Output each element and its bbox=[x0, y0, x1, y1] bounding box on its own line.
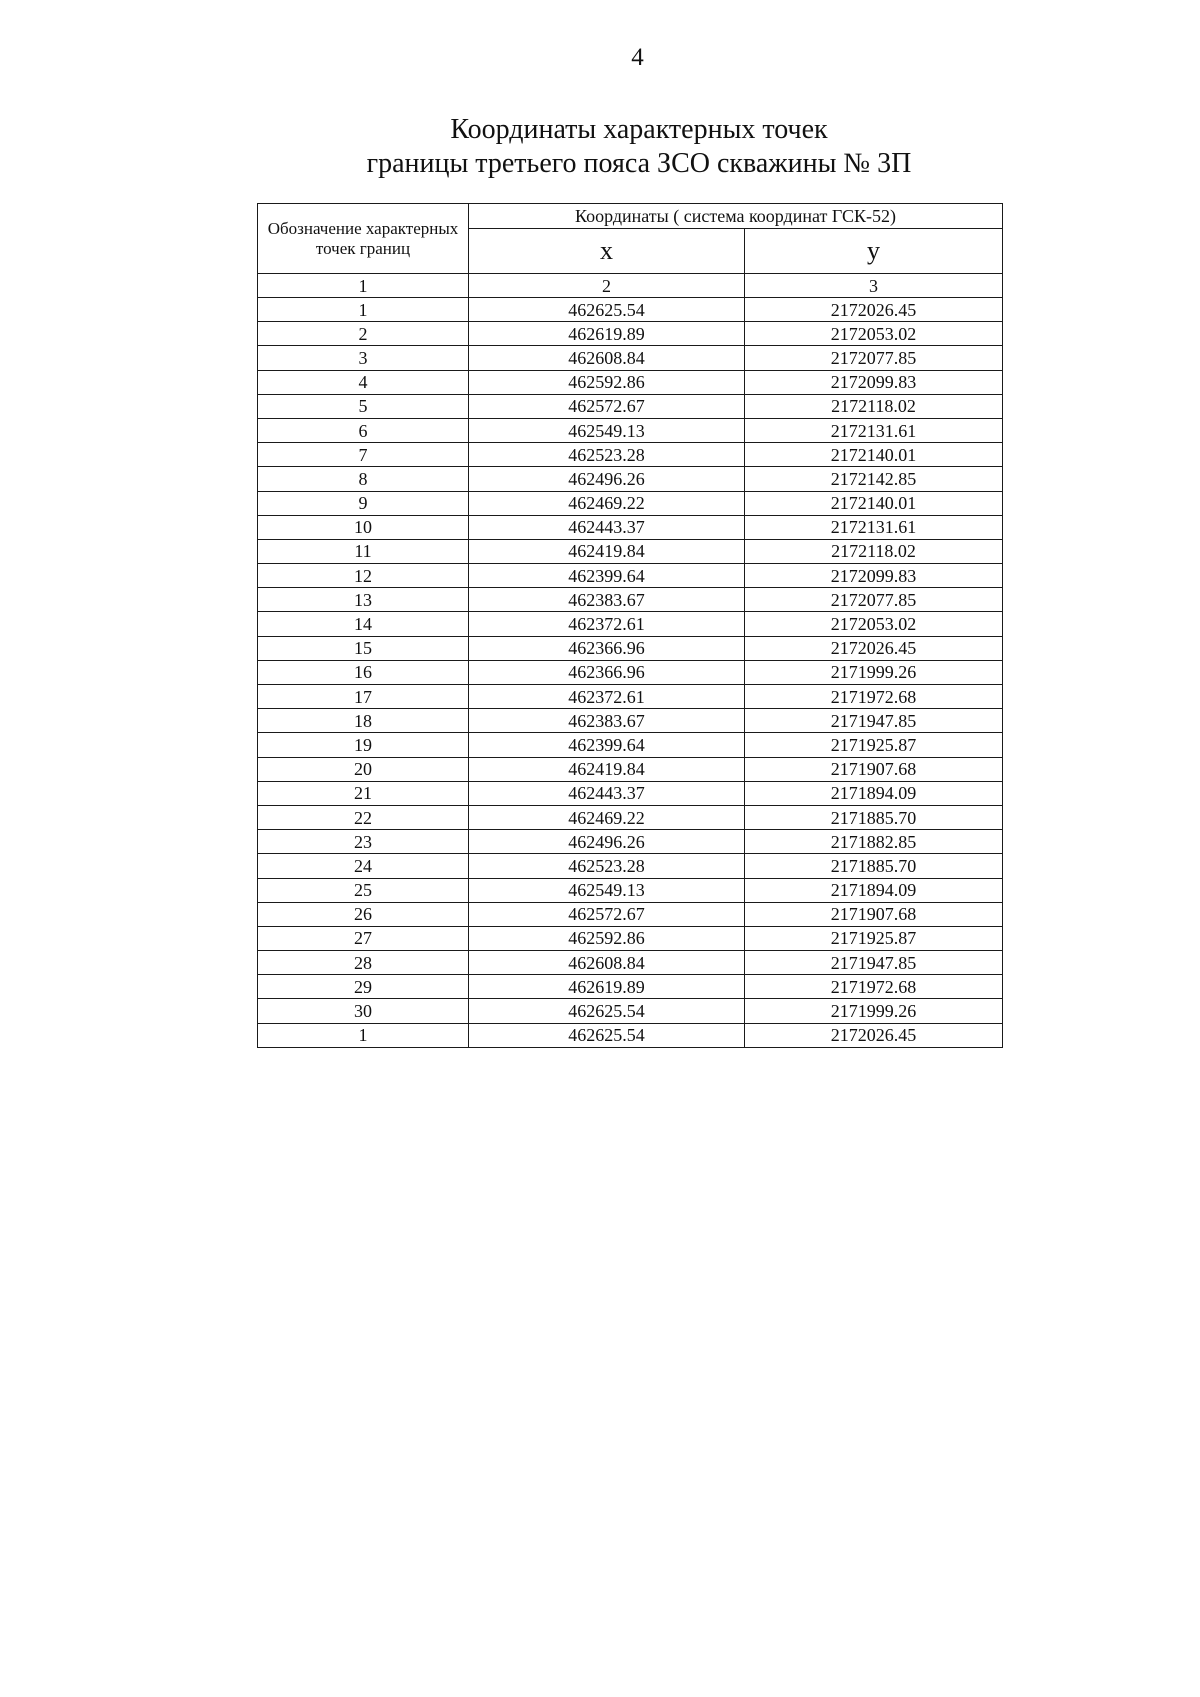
point-number-cell: 22 bbox=[258, 805, 469, 829]
y-coordinate-cell: 2172053.02 bbox=[745, 322, 1003, 346]
header-y: y bbox=[745, 229, 1003, 274]
y-coordinate-cell: 2171925.87 bbox=[745, 926, 1003, 950]
x-coordinate-cell: 462592.86 bbox=[469, 370, 745, 394]
table-row bbox=[258, 951, 1003, 975]
x-coordinate-cell: 462419.84 bbox=[469, 757, 745, 781]
x-coordinate-cell: 462625.54 bbox=[469, 999, 745, 1023]
column-numbers-row bbox=[258, 274, 1003, 298]
point-number-cell: 20 bbox=[258, 757, 469, 781]
y-coordinate-cell: 2172099.83 bbox=[745, 564, 1003, 588]
column-number: 2 bbox=[469, 274, 745, 298]
y-coordinate-cell: 2172118.02 bbox=[745, 539, 1003, 563]
x-coordinate-cell: 462592.86 bbox=[469, 926, 745, 950]
table-row bbox=[258, 394, 1003, 418]
x-coordinate-cell: 462496.26 bbox=[469, 830, 745, 854]
point-number-cell: 12 bbox=[258, 564, 469, 588]
y-coordinate-cell: 2172131.61 bbox=[745, 515, 1003, 539]
x-coordinate-cell: 462608.84 bbox=[469, 951, 745, 975]
header-designation: Обозначение характерных точек границ bbox=[258, 204, 469, 274]
x-coordinate-cell: 462619.89 bbox=[469, 322, 745, 346]
y-coordinate-cell: 2172142.85 bbox=[745, 467, 1003, 491]
y-coordinate-cell: 2172026.45 bbox=[745, 1023, 1003, 1047]
table-row bbox=[258, 999, 1003, 1023]
table-row bbox=[258, 660, 1003, 684]
table-row bbox=[258, 588, 1003, 612]
table-row bbox=[258, 685, 1003, 709]
x-coordinate-cell: 462443.37 bbox=[469, 515, 745, 539]
y-coordinate-cell: 2172077.85 bbox=[745, 588, 1003, 612]
column-number: 1 bbox=[258, 274, 469, 298]
point-number-cell: 25 bbox=[258, 878, 469, 902]
table-row bbox=[258, 467, 1003, 491]
header-x: x bbox=[469, 229, 745, 274]
x-coordinate-cell: 462366.96 bbox=[469, 636, 745, 660]
y-coordinate-cell: 2171885.70 bbox=[745, 805, 1003, 829]
x-coordinate-cell: 462549.13 bbox=[469, 878, 745, 902]
point-number-cell: 27 bbox=[258, 926, 469, 950]
column-number: 3 bbox=[745, 274, 1003, 298]
y-coordinate-cell: 2171947.85 bbox=[745, 951, 1003, 975]
y-coordinate-cell: 2172026.45 bbox=[745, 636, 1003, 660]
point-number-cell: 7 bbox=[258, 443, 469, 467]
point-number-cell: 1 bbox=[258, 298, 469, 322]
page-number: 4 bbox=[631, 44, 644, 71]
point-number-cell: 2 bbox=[258, 322, 469, 346]
table-row bbox=[258, 370, 1003, 394]
y-coordinate-cell: 2171882.85 bbox=[745, 830, 1003, 854]
x-coordinate-cell: 462399.64 bbox=[469, 733, 745, 757]
table-row bbox=[258, 733, 1003, 757]
x-coordinate-cell: 462399.64 bbox=[469, 564, 745, 588]
point-number-cell: 26 bbox=[258, 902, 469, 926]
y-coordinate-cell: 2172131.61 bbox=[745, 418, 1003, 442]
x-coordinate-cell: 462523.28 bbox=[469, 854, 745, 878]
table-row bbox=[258, 830, 1003, 854]
x-coordinate-cell: 462572.67 bbox=[469, 394, 745, 418]
y-coordinate-cell: 2171925.87 bbox=[745, 733, 1003, 757]
point-number-cell: 19 bbox=[258, 733, 469, 757]
point-number-cell: 29 bbox=[258, 975, 469, 999]
point-number-cell: 6 bbox=[258, 418, 469, 442]
point-number-cell: 10 bbox=[258, 515, 469, 539]
y-coordinate-cell: 2171972.68 bbox=[745, 975, 1003, 999]
x-coordinate-cell: 462625.54 bbox=[469, 298, 745, 322]
point-number-cell: 15 bbox=[258, 636, 469, 660]
table-row bbox=[258, 878, 1003, 902]
y-coordinate-cell: 2171907.68 bbox=[745, 902, 1003, 926]
table-row bbox=[258, 322, 1003, 346]
point-number-cell: 5 bbox=[258, 394, 469, 418]
y-coordinate-cell: 2172099.83 bbox=[745, 370, 1003, 394]
y-coordinate-cell: 2172026.45 bbox=[745, 298, 1003, 322]
x-coordinate-cell: 462625.54 bbox=[469, 1023, 745, 1047]
table-row bbox=[258, 636, 1003, 660]
x-coordinate-cell: 462372.61 bbox=[469, 612, 745, 636]
table-row bbox=[258, 854, 1003, 878]
x-coordinate-cell: 462608.84 bbox=[469, 346, 745, 370]
table-row bbox=[258, 975, 1003, 999]
table-row bbox=[258, 781, 1003, 805]
table-row bbox=[258, 1023, 1003, 1047]
title-line-1: Координаты характерных точек bbox=[450, 114, 828, 145]
table-row bbox=[258, 757, 1003, 781]
y-coordinate-cell: 2172140.01 bbox=[745, 443, 1003, 467]
point-number-cell: 21 bbox=[258, 781, 469, 805]
y-coordinate-cell: 2171907.68 bbox=[745, 757, 1003, 781]
y-coordinate-cell: 2171972.68 bbox=[745, 685, 1003, 709]
header-coordinate-system: Координаты ( система координат ГСК-52) bbox=[469, 204, 1003, 229]
point-number-cell: 14 bbox=[258, 612, 469, 636]
x-coordinate-cell: 462443.37 bbox=[469, 781, 745, 805]
y-coordinate-cell: 2171894.09 bbox=[745, 781, 1003, 805]
x-coordinate-cell: 462523.28 bbox=[469, 443, 745, 467]
page-title bbox=[0, 113, 1200, 181]
x-coordinate-cell: 462496.26 bbox=[469, 467, 745, 491]
point-number-cell: 30 bbox=[258, 999, 469, 1023]
table-row bbox=[258, 298, 1003, 322]
y-coordinate-cell: 2172118.02 bbox=[745, 394, 1003, 418]
coordinates-table bbox=[257, 203, 1003, 1048]
table-header-row bbox=[258, 204, 1003, 229]
x-coordinate-cell: 462372.61 bbox=[469, 685, 745, 709]
y-coordinate-cell: 2172140.01 bbox=[745, 491, 1003, 515]
point-number-cell: 8 bbox=[258, 467, 469, 491]
y-coordinate-cell: 2171947.85 bbox=[745, 709, 1003, 733]
table-row bbox=[258, 564, 1003, 588]
x-coordinate-cell: 462419.84 bbox=[469, 539, 745, 563]
y-coordinate-cell: 2171885.70 bbox=[745, 854, 1003, 878]
point-number-cell: 24 bbox=[258, 854, 469, 878]
y-coordinate-cell: 2172053.02 bbox=[745, 612, 1003, 636]
x-coordinate-cell: 462383.67 bbox=[469, 709, 745, 733]
table-row bbox=[258, 709, 1003, 733]
table-row bbox=[258, 491, 1003, 515]
point-number-cell: 28 bbox=[258, 951, 469, 975]
table-row bbox=[258, 346, 1003, 370]
y-coordinate-cell: 2171999.26 bbox=[745, 999, 1003, 1023]
table-row bbox=[258, 515, 1003, 539]
table-row bbox=[258, 926, 1003, 950]
y-coordinate-cell: 2172077.85 bbox=[745, 346, 1003, 370]
point-number-cell: 13 bbox=[258, 588, 469, 612]
point-number-cell: 1 bbox=[258, 1023, 469, 1047]
point-number-cell: 18 bbox=[258, 709, 469, 733]
point-number-cell: 11 bbox=[258, 539, 469, 563]
table-row bbox=[258, 443, 1003, 467]
x-coordinate-cell: 462469.22 bbox=[469, 491, 745, 515]
title-line-2: границы третьего пояса ЗСО скважины № 3П bbox=[366, 148, 912, 179]
x-coordinate-cell: 462366.96 bbox=[469, 660, 745, 684]
table-row bbox=[258, 902, 1003, 926]
table-row bbox=[258, 805, 1003, 829]
x-coordinate-cell: 462572.67 bbox=[469, 902, 745, 926]
table-row bbox=[258, 539, 1003, 563]
point-number-cell: 3 bbox=[258, 346, 469, 370]
x-coordinate-cell: 462383.67 bbox=[469, 588, 745, 612]
y-coordinate-cell: 2171894.09 bbox=[745, 878, 1003, 902]
x-coordinate-cell: 462619.89 bbox=[469, 975, 745, 999]
table-row bbox=[258, 418, 1003, 442]
x-coordinate-cell: 462549.13 bbox=[469, 418, 745, 442]
x-coordinate-cell: 462469.22 bbox=[469, 805, 745, 829]
point-number-cell: 9 bbox=[258, 491, 469, 515]
point-number-cell: 4 bbox=[258, 370, 469, 394]
point-number-cell: 17 bbox=[258, 685, 469, 709]
point-number-cell: 16 bbox=[258, 660, 469, 684]
y-coordinate-cell: 2171999.26 bbox=[745, 660, 1003, 684]
point-number-cell: 23 bbox=[258, 830, 469, 854]
table-row bbox=[258, 612, 1003, 636]
